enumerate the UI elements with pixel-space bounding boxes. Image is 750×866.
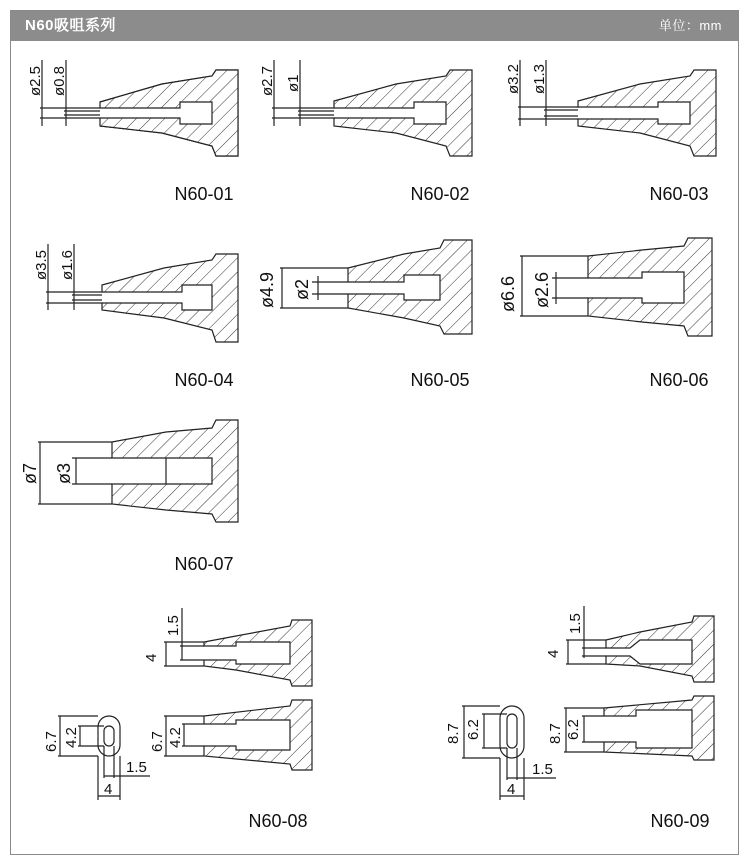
nozzle-n60-09 [462,606,714,800]
n60-09-slot-dim: 1.5 [532,761,553,778]
n60-08-side-top-dim: 1.5 [165,615,182,636]
n60-03-outer-dim: ø3.2 [505,63,522,94]
n60-08-body-inner-dim: 4.2 [167,727,184,748]
n60-06-outer-dim: ø6.6 [498,275,518,312]
model-label-n60-02: N60-02 [410,184,470,204]
unit-label: 单位：mm [658,18,722,33]
model-label-n60-06: N60-06 [649,370,709,390]
model-label-n60-03: N60-03 [649,184,709,204]
n60-04-outer-dim: ø3.5 [33,249,50,280]
n60-09-oval-inner-dim: 6.2 [465,719,482,740]
n60-05-inner-dim: ø2 [292,278,312,300]
model-label-n60-05: N60-05 [410,370,470,390]
n60-01-outer-dim: ø2.5 [27,65,44,96]
n60-07-inner-dim: ø3 [54,462,74,484]
n60-06-inner-dim: ø2.6 [532,271,552,308]
n60-08-side-mid-dim: 4 [143,653,160,662]
n60-02-inner-dim: ø1 [285,74,302,92]
n60-08-width-dim: 4 [104,781,113,798]
model-label-n60-01: N60-01 [174,184,234,204]
n60-09-width-dim: 4 [507,781,516,798]
n60-09-body-outer-dim: 8.7 [547,723,564,744]
n60-03-inner-dim: ø1.3 [531,63,548,94]
nozzle-n60-08 [58,608,312,800]
model-label-n60-07: N60-07 [174,554,234,574]
n60-08-oval-outer-dim: 6.7 [43,731,60,752]
n60-08-oval-inner-dim: 4.2 [63,727,80,748]
nozzle-n60-01 [40,60,238,156]
n60-09-oval-outer-dim: 8.7 [445,723,462,744]
n60-08-slot-dim: 1.5 [126,759,147,776]
model-label-n60-04: N60-04 [174,370,234,390]
model-label-n60-09: N60-09 [650,811,710,831]
n60-09-side-mid-dim: 4 [545,649,562,658]
series-title: N60吸咀系列 [25,17,117,34]
n60-01-inner-dim: ø0.8 [51,65,68,96]
n60-01-hatch-top [100,70,238,156]
n60-09-body-inner-dim: 6.2 [565,719,582,740]
n60-07-outer-dim: ø7 [20,462,40,484]
n60-05-outer-dim: ø4.9 [257,271,277,308]
n60-02-outer-dim: ø2.7 [259,65,276,96]
n60-08-body-outer-dim: 6.7 [149,731,166,752]
model-label-n60-08: N60-08 [248,811,308,831]
n60-04-inner-dim: ø1.6 [59,249,76,280]
n60-09-side-top-dim: 1.5 [567,613,584,634]
nozzle-n60-02 [272,60,472,156]
